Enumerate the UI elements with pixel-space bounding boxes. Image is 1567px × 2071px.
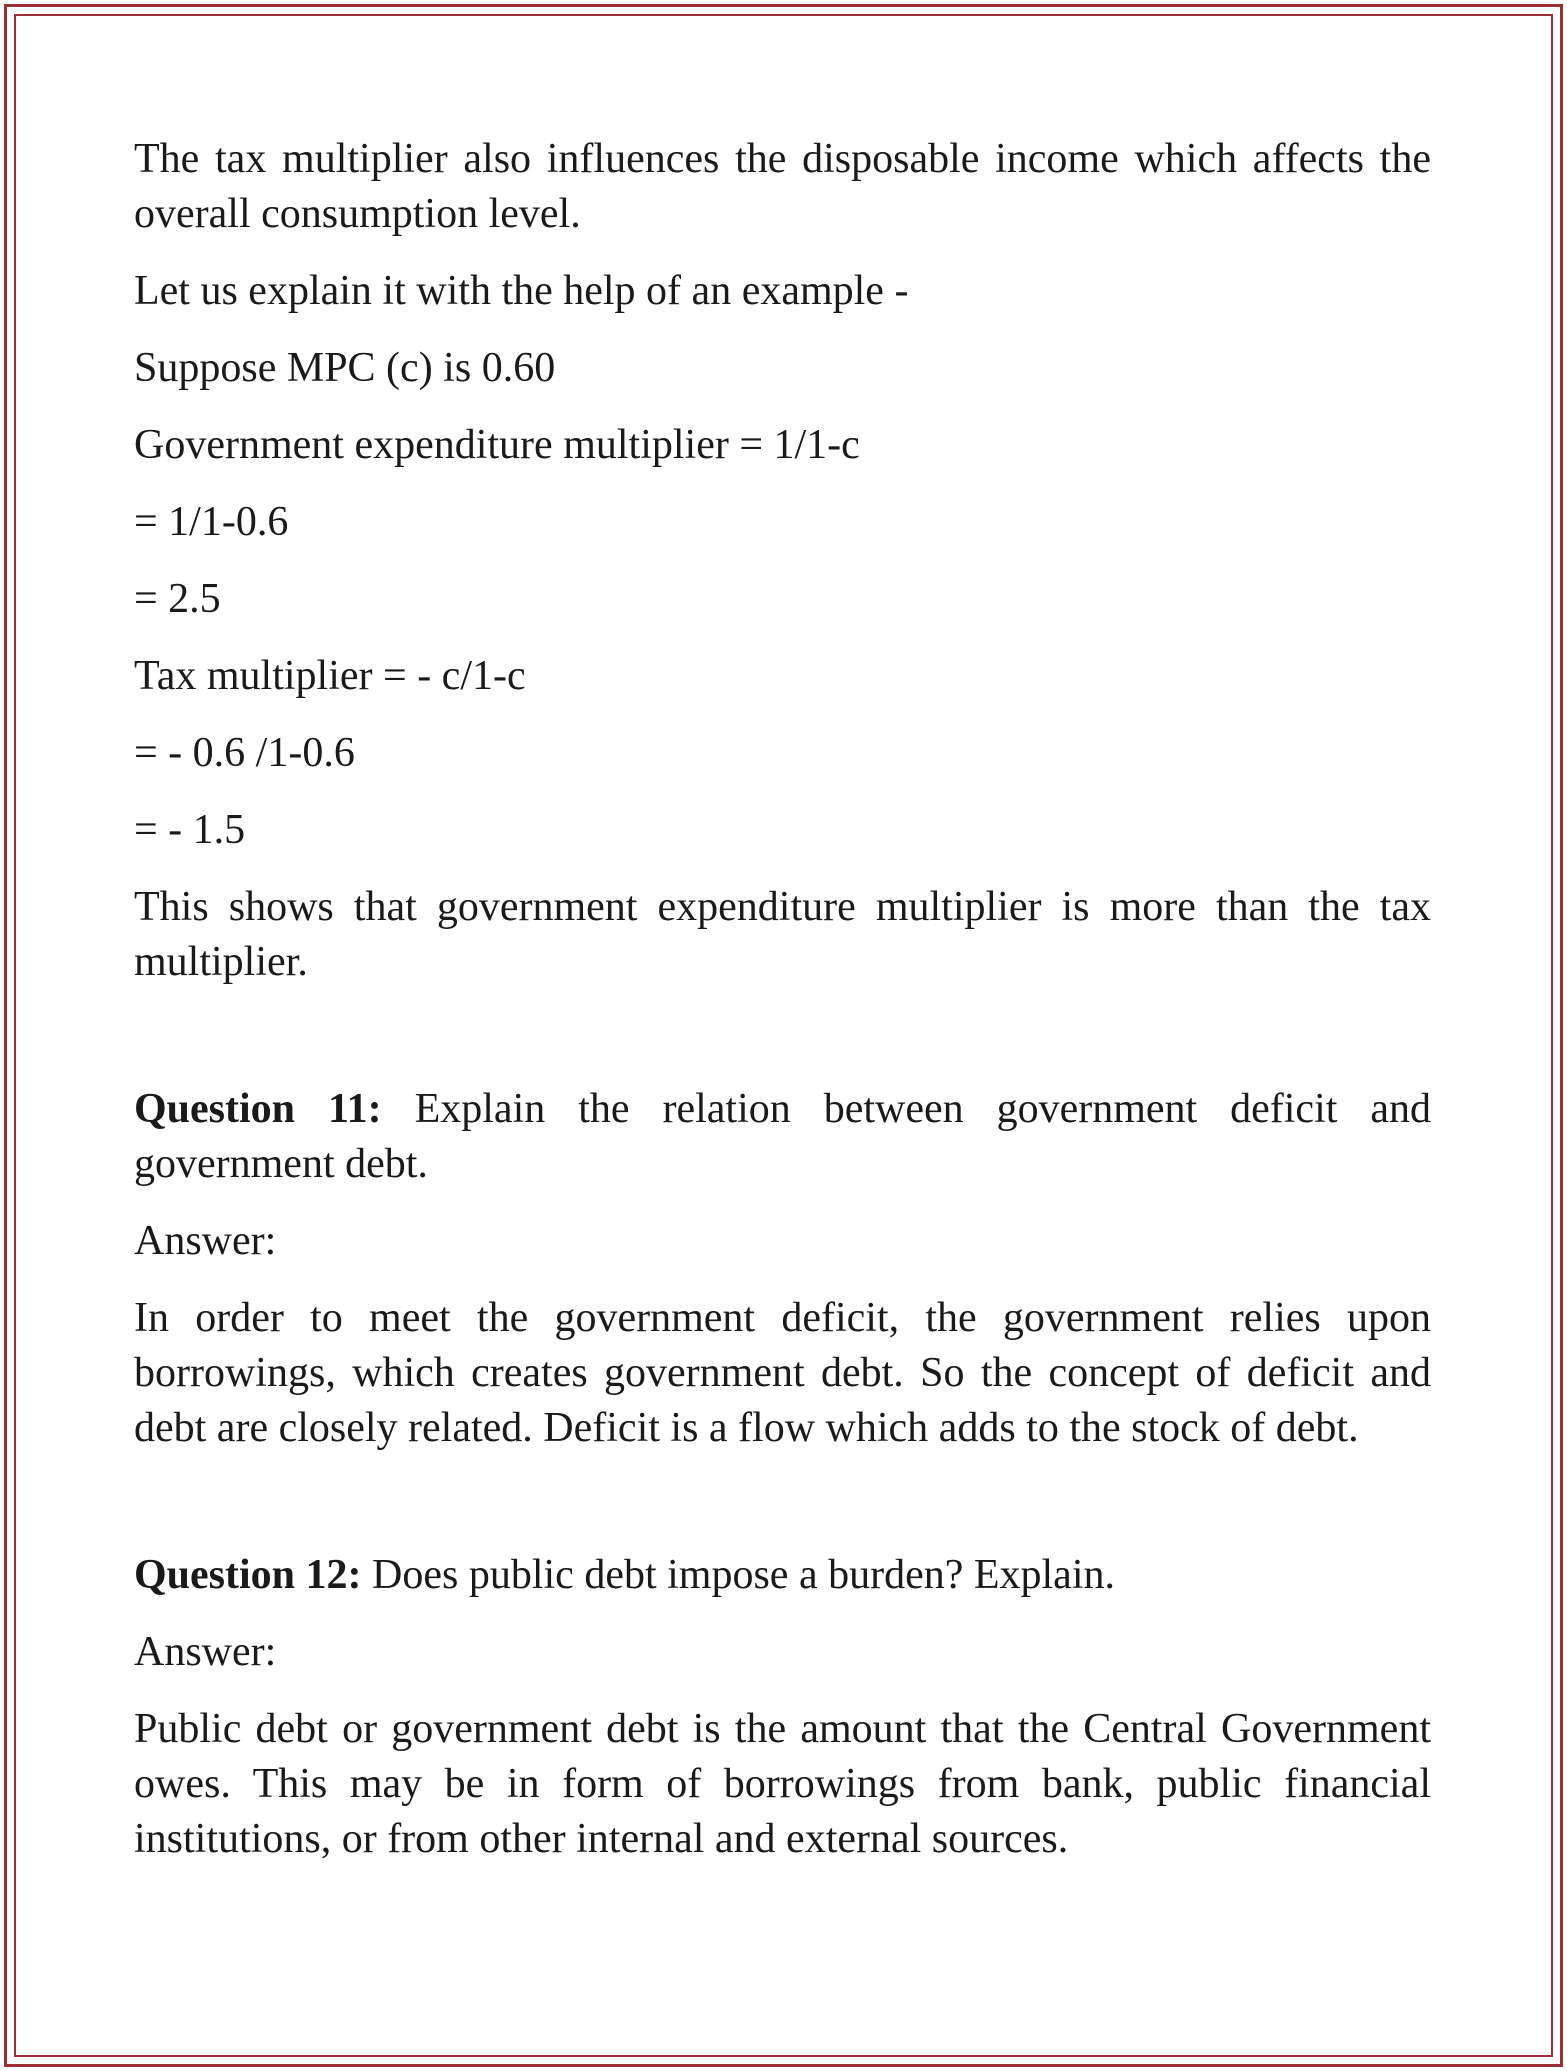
tax-multiplier-step1: = - 0.6 /1-0.6 — [134, 730, 355, 776]
question-12-text: Does public debt impose a burden? Explain. — [361, 1552, 1115, 1598]
tax-multiplier-result: = - 1.5 — [134, 807, 246, 853]
answer-11-label: Answer: — [134, 1218, 277, 1264]
mpc-line: Suppose MPC (c) is 0.60 — [134, 345, 556, 391]
question-11-text: Explain the relation between government deficit and government debt. — [134, 1086, 1431, 1187]
question-12-label: Question 12: — [134, 1552, 362, 1598]
gov-exp-multiplier-result: = 2.5 — [134, 576, 221, 622]
gov-exp-multiplier-step1: = 1/1-0.6 — [134, 499, 289, 545]
tax-multiplier-formula: Tax multiplier = - c/1-c — [134, 653, 526, 699]
section-spacer — [134, 1478, 1431, 1548]
question-12 — [134, 1548, 1431, 1603]
answer-11-text: In order to meet the government deficit, the government relies upon borrowings, which creates government debt. So the concept of deficit and debt are closely related. Deficit is a flow which adds to the stock of debt. — [134, 1295, 1431, 1451]
gov-exp-multiplier-formula: Government expenditure multiplier = 1/1-c — [134, 422, 860, 468]
section-spacer — [134, 1012, 1431, 1082]
document-body — [134, 132, 1431, 1889]
intro-paragraph: The tax multiplier also influences the disposable income which affects the overall consumption level. — [134, 136, 1431, 237]
question-11-label: Question 11: — [134, 1086, 382, 1132]
conclusion-paragraph: This shows that government expenditure multiplier is more than the tax multiplier. — [134, 884, 1431, 985]
question-11 — [134, 1082, 1431, 1192]
answer-12-text: Public debt or government debt is the amount that the Central Government owes. This may be in form of borrowings from bank, public financial institutions, or from other internal and external sources. — [134, 1706, 1431, 1862]
example-intro: Let us explain it with the help of an example - — [134, 268, 909, 314]
answer-12-label: Answer: — [134, 1629, 277, 1675]
